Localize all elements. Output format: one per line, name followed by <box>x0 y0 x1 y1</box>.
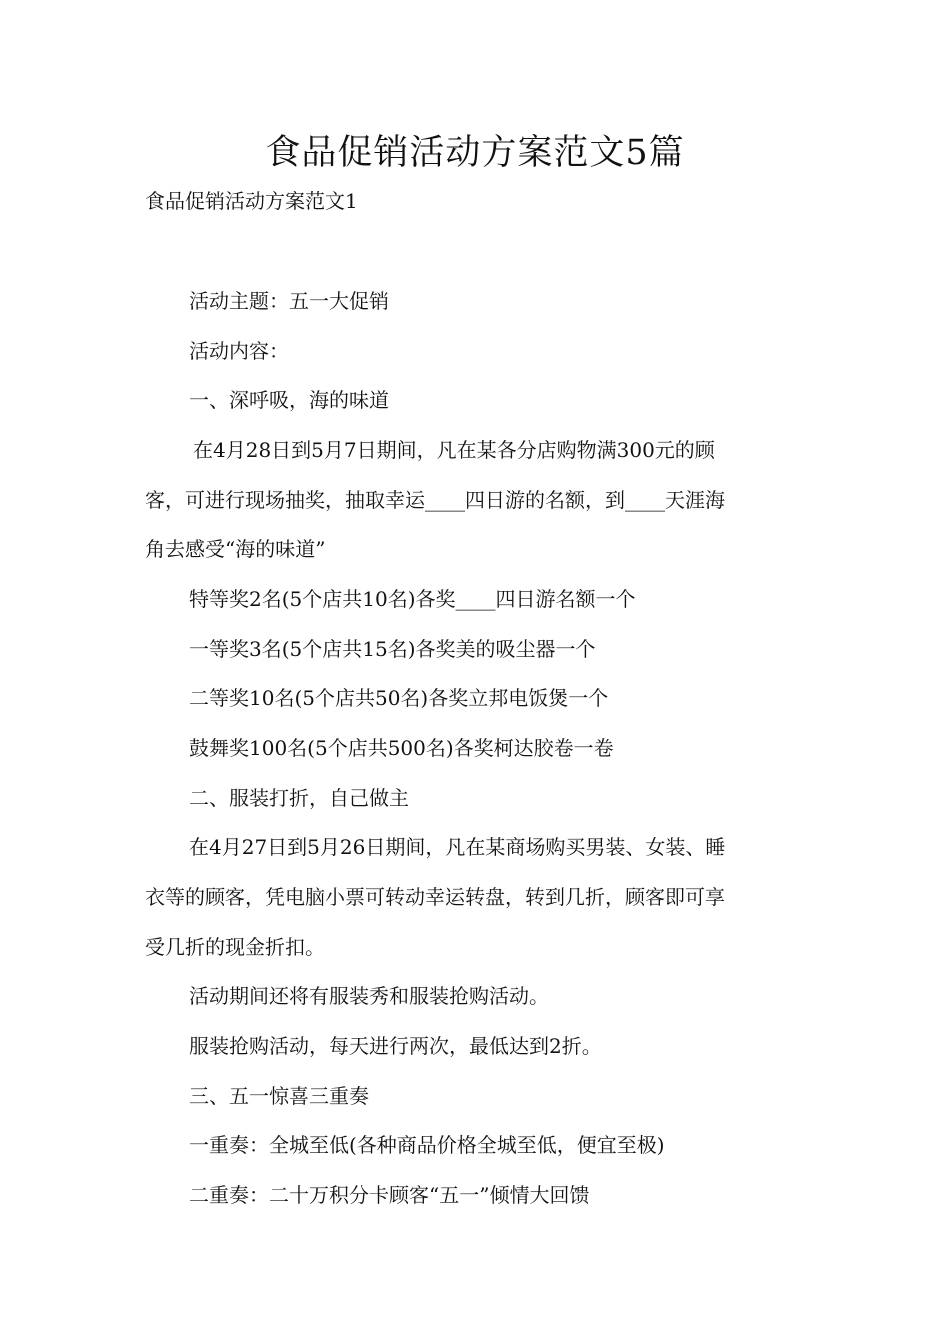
prize-line: 一等奖3名(5个店共15名)各奖美的吸尘器一个 <box>189 637 596 661</box>
paragraph-line: 受几折的现金折扣。 <box>145 935 325 959</box>
paragraph-line: 在4月28日到5月7日期间，凡在某各分店购物满300元的顾 <box>193 438 715 462</box>
paragraph-line: 在4月27日到5月26日期间，凡在某商场购买男装、女装、睡 <box>189 835 726 859</box>
prize-line: 二等奖10名(5个店共50名)各奖立邦电饭煲一个 <box>189 686 609 710</box>
paragraph-line: 衣等的顾客，凭电脑小票可转动幸运转盘，转到几折，顾客即可享 <box>145 885 725 909</box>
paragraph-content-label: 活动内容： <box>189 339 289 363</box>
document-title: 食品促销活动方案范文5篇 <box>265 133 685 173</box>
section-heading-1: 一、深呼吸，海的味道 <box>189 388 389 412</box>
section-heading-2: 二、服装打折，自己做主 <box>189 786 409 810</box>
paragraph-line: 服装抢购活动，每天进行两次，最低达到2折。 <box>189 1034 602 1058</box>
paragraph-line: 客，可进行现场抽奖，抽取幸运____四日游的名额，到____天涯海 <box>145 488 725 512</box>
prize-line: 鼓舞奖100名(5个店共500名)各奖柯达胶卷一卷 <box>189 736 614 760</box>
paragraph-theme: 活动主题：五一大促销 <box>189 289 389 313</box>
paragraph-line: 角去感受“海的味道” <box>145 537 326 561</box>
prize-line: 特等奖2名(5个店共10名)各奖____四日游名额一个 <box>189 587 636 611</box>
paragraph-line: 活动期间还将有服装秀和服装抢购活动。 <box>189 984 549 1008</box>
section-heading-3: 三、五一惊喜三重奏 <box>189 1084 369 1108</box>
document-subtitle: 食品促销活动方案范文1 <box>145 189 358 213</box>
paragraph-line: 二重奏：二十万积分卡顾客“五一”倾情大回馈 <box>189 1183 590 1207</box>
paragraph-line: 一重奏：全城至低(各种商品价格全城至低，便宜至极) <box>189 1133 665 1157</box>
